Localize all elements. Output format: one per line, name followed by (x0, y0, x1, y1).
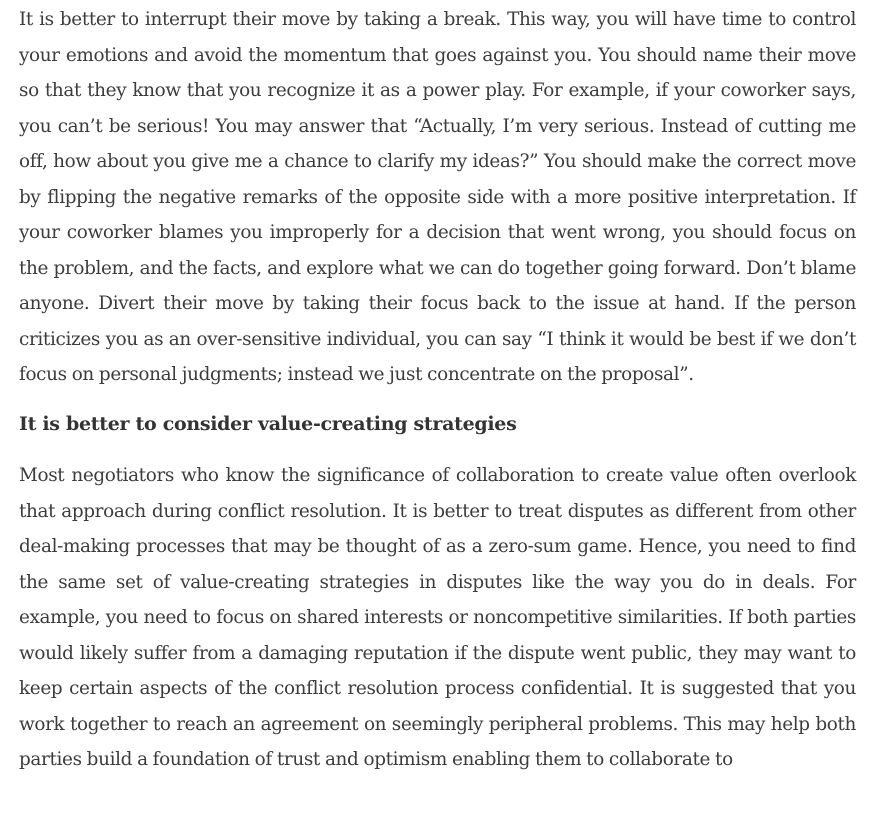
section-heading: It is better to consider value-creating strategies (19, 412, 517, 435)
article-body (19, 2, 856, 778)
paragraph-interrupt-move: It is better to interrupt their move by taking a break. This way, you will have time to control your emotions and avoid the momentum that goes against you. You should name their move so that they know that you recognize it as a power play. For example, if your coworker says, you can’t be serious! You may answer that “Actually, I’m very serious. Instead of cutting me off, how about you give me a chance to clarify my ideas?” You should make the correct move by flipping the negative remarks of the opposite side with a more positive interpretation. If your coworker blames you improperly for a decision that went wrong, you should focus on the problem, and the facts, and explore what we can do together going forward. Don’t blame anyone. Divert their move by taking their focus back to the issue at hand. If the person criticizes you as an over-sensitive individual, you can say “I think it would be best if we don’t focus on personal judgments; instead we just concentrate on the proposal”. (19, 9, 856, 385)
paragraph-value-creating: Most negotiators who know the significance of collaboration to create value often overlook that approach during conflict resolution. It is better to treat disputes as different from other deal-making processes that may be thought of as a zero-sum game. Hence, you need to find the same set of value-creating strategies in disputes like the way you do in deals. For example, you need to focus on shared interests or noncompetitive similarities. If both parties would likely suffer from a damaging reputation if the dispute went public, they may want to keep certain aspects of the conflict resolution process confidential. It is suggested that you work together to reach an agreement on seemingly peripheral problems. This may help both parties build a foundation of trust and optimism enabling them to collaborate to (19, 465, 856, 770)
